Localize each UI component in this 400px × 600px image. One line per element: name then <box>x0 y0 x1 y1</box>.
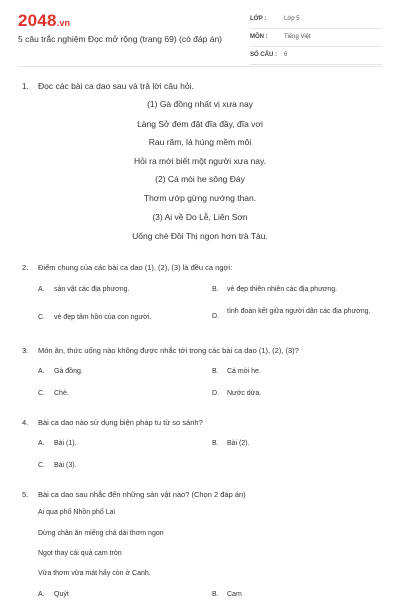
option-text: vẻ đẹp thiên nhiên các địa phương. <box>227 286 338 293</box>
option-text: vẻ đẹp tâm hồn của con người. <box>54 314 152 321</box>
meta-row-class <box>250 14 382 29</box>
meta-value: Lớp 5 <box>284 16 300 22</box>
document-title: 5 câu trắc nghiệm Đọc mở rộng (trang 69) (có đáp án) <box>18 34 223 44</box>
poem-line: (1) Gà đồng nhất vị xưa nay <box>147 99 253 109</box>
poem-line: Dừng chân ăn miếng chả dài thơm ngon <box>38 530 164 537</box>
meta-info <box>250 14 382 68</box>
meta-value: 6 <box>284 52 288 58</box>
option-letter: A. <box>38 368 45 375</box>
option-letter: A. <box>38 440 45 447</box>
option-letter: A. <box>38 591 45 598</box>
poem-line: Ngọt thay cái quả cam tròn <box>38 550 122 557</box>
option-text: tình đoàn kết giữa người dân các địa phương. <box>227 308 371 315</box>
meta-label: SỐ CÂU : <box>250 52 277 58</box>
option-text: Quýt <box>54 591 69 598</box>
question-1-text: Đọc các bài ca dao sau và trả lời câu hỏi. <box>38 81 194 91</box>
option-letter: B. <box>212 440 219 447</box>
option-letter: D. <box>212 313 219 320</box>
option-letter: D. <box>212 390 219 397</box>
question-3-text: Món ăn, thức uống nào không được nhắc tới trong các bài ca dao (1), (2), (3)? <box>38 346 299 355</box>
question-2-number: 2. <box>22 263 29 272</box>
poem-line: Thơm ướp gừng nướng than. <box>143 193 257 203</box>
meta-row-subject <box>250 32 382 47</box>
question-5-text: Bài ca dao sau nhắc đến những sản vật nào? (Chọn 2 đáp án) <box>38 490 246 499</box>
option-letter: C. <box>38 390 45 397</box>
poem-line: (2) Cá mòi he sông Đáy <box>155 174 245 184</box>
question-1-number: 1. <box>22 82 29 91</box>
logo-main: 2048 <box>18 11 57 30</box>
meta-label: MÔN : <box>250 34 268 40</box>
poem-line: (3) Ai về Do Lễ, Liên Sơn <box>152 212 248 222</box>
question-4-text: Bài ca dao nào sử dụng biện pháp tu từ so sánh? <box>38 418 203 427</box>
poem-line: Uống chè Đồi Thị ngon hơn trà Tàu. <box>132 231 268 241</box>
question-2-text: Điểm chung của các bài ca dao (1), (2), (3) là đều ca ngợi: <box>38 263 233 272</box>
option-text: Chè. <box>54 390 69 397</box>
option-letter: B. <box>212 368 219 375</box>
header-divider <box>18 66 382 67</box>
question-3-number: 3. <box>22 346 29 355</box>
option-letter: C. <box>38 314 45 321</box>
option-text: Cam <box>227 591 242 598</box>
logo-suffix: .vn <box>56 18 71 28</box>
meta-value: Tiếng Việt <box>284 34 311 40</box>
poem-line: Rau răm, lá húng mềm môi <box>148 137 252 147</box>
question-5-number: 5. <box>22 490 29 499</box>
option-text: Nước dừa. <box>227 390 262 397</box>
option-text: Bài (3). <box>54 462 77 469</box>
option-letter: A. <box>38 286 45 293</box>
option-text: Cá mòi he. <box>227 368 261 375</box>
option-text: Bài (2). <box>227 440 250 447</box>
meta-label: LỚP : <box>250 16 267 22</box>
site-logo[interactable] <box>18 11 70 31</box>
poem-line: Làng Sở đem đặt đĩa đầy, đĩa vơi <box>137 119 263 129</box>
option-letter: B. <box>212 286 219 293</box>
poem-line: Ai qua phố Nhồn phố Lai <box>38 509 116 516</box>
question-4-number: 4. <box>22 418 29 427</box>
document-header <box>0 0 400 66</box>
meta-row-count <box>250 50 382 65</box>
option-text: Bài (1). <box>54 440 77 447</box>
option-letter: C. <box>38 462 45 469</box>
poem-line: Vừa thơm vừa mát hấy còn ở Canh. <box>38 570 151 577</box>
option-letter: B. <box>212 591 219 598</box>
option-text: sản vật các địa phương. <box>54 286 130 293</box>
poem-line: Hỏi ra mới biết một người xưa nay. <box>134 156 266 166</box>
option-text: Gà đồng. <box>54 368 83 375</box>
